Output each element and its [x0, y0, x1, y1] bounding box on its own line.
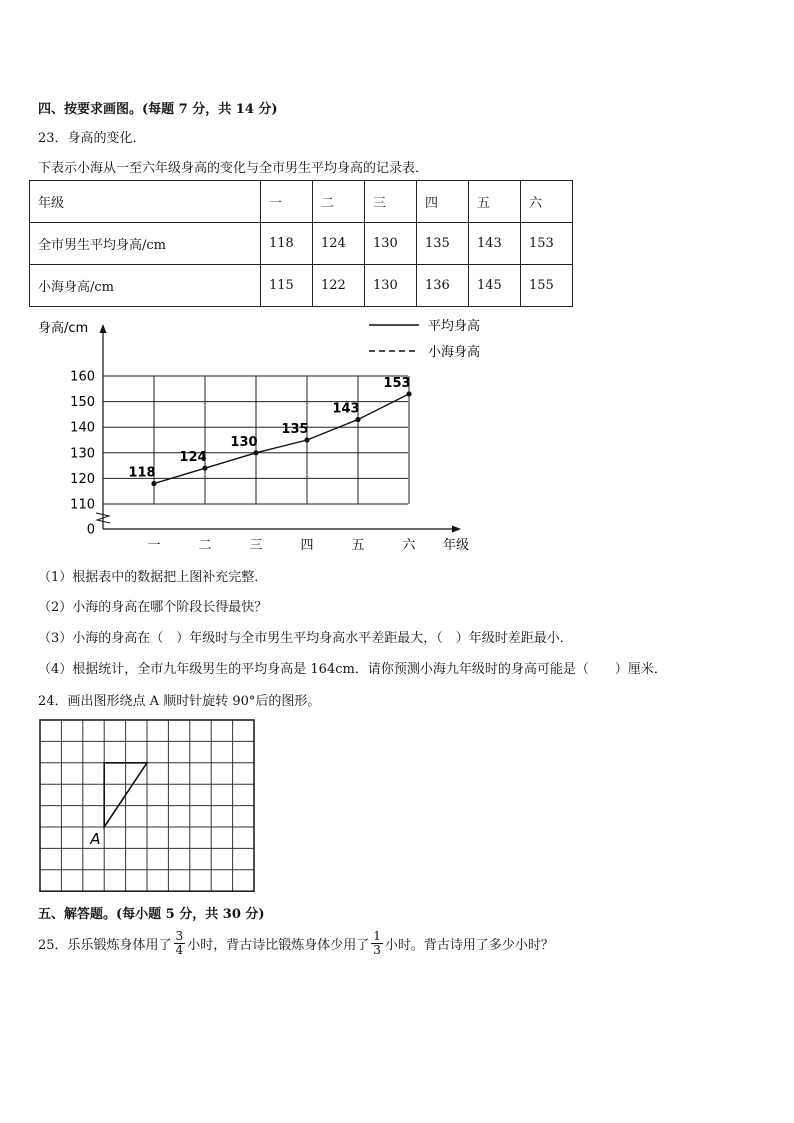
y-tick-label: 160	[70, 369, 95, 385]
y-tick-label: 140	[70, 420, 95, 436]
question-25	[38, 925, 554, 961]
question-25-text-1: 25．乐乐锻炼身体用了	[38, 937, 172, 953]
section-5-title: 五、解答题。(每小题 5 分，共 30 分)	[38, 907, 265, 922]
axis-break-mark	[96, 513, 110, 523]
section-4-title: 四、按要求画图。(每题 7 分，共 14 分)	[38, 102, 278, 117]
data-point	[151, 481, 156, 486]
table-cell: 115	[261, 265, 313, 307]
data-point	[253, 450, 258, 455]
table-cell: 130	[365, 265, 417, 307]
point-a-label: A	[90, 830, 101, 848]
legend-label: 平均身高	[428, 319, 481, 334]
x-tick-label: 二	[198, 538, 212, 553]
table-cell: 122	[313, 265, 365, 307]
question-23-title: 23．身高的变化．	[38, 131, 146, 146]
table-cell: 145	[469, 265, 521, 307]
fraction-numerator: 1	[373, 928, 381, 943]
table-cell: 全市男生平均身高/cm	[30, 223, 261, 265]
question-25-text-2: 小时，背古诗比锻炼身体少用了	[187, 937, 370, 953]
y-axis-arrow	[100, 324, 107, 333]
question-23-intro: 下表示小海从一至六年级身高的变化与全市男生平均身高的记录表．	[38, 161, 429, 176]
table-cell: 二	[313, 181, 365, 223]
fraction-denominator: 4	[175, 942, 184, 957]
table-cell: 130	[365, 223, 417, 265]
data-label: 153	[383, 375, 411, 391]
table-cell: 118	[261, 223, 313, 265]
question-23-sub-4: （4）根据统计，全市九年级男生的平均身高是 164cm．请你预测小海九年级时的身高可能是（ ）厘米．	[38, 662, 667, 677]
table-row	[30, 223, 573, 265]
table-cell: 年级	[30, 181, 261, 223]
table-cell: 143	[469, 223, 521, 265]
x-axis-arrow	[452, 526, 461, 533]
data-label: 118	[128, 465, 156, 481]
y-tick-label: 0	[86, 522, 95, 538]
y-tick-label: 150	[70, 395, 95, 411]
x-tick-label: 四	[300, 538, 314, 553]
table-cell: 一	[261, 181, 313, 223]
question-25-text-3: 小时。背古诗用了多少小时？	[384, 937, 554, 953]
question-24-title: 24．画出图形绕点 A 顺时针旋转 90°后的图形。	[38, 694, 321, 709]
table-cell: 四	[417, 181, 469, 223]
height-line-chart	[0, 310, 520, 560]
y-tick-label: 130	[70, 446, 95, 462]
data-point	[304, 437, 309, 442]
fraction-denominator: 3	[373, 942, 381, 957]
table-cell: 153	[521, 223, 573, 265]
table-cell: 小海身高/cm	[30, 265, 261, 307]
y-tick-label: 120	[70, 471, 95, 487]
data-point	[202, 466, 207, 471]
table-cell: 135	[417, 223, 469, 265]
height-record-table	[29, 180, 573, 307]
table-cell: 五	[469, 181, 521, 223]
fraction-three-quarters	[174, 930, 186, 957]
x-tick-label: 六	[402, 538, 416, 553]
y-axis-label: 身高/cm	[38, 321, 89, 336]
legend-label: 小海身高	[428, 345, 481, 360]
rotation-grid	[36, 716, 258, 896]
question-23-sub-1: （1）根据表中的数据把上图补充完整．	[38, 570, 268, 585]
fraction-numerator: 3	[175, 928, 184, 943]
table-row	[30, 265, 573, 307]
data-label: 124	[179, 450, 207, 466]
data-point	[355, 417, 360, 422]
table-header-row	[30, 181, 573, 223]
data-label: 135	[281, 422, 309, 437]
x-tick-label: 一	[147, 538, 161, 553]
table-cell: 124	[313, 223, 365, 265]
series-line	[154, 394, 409, 484]
table-cell: 136	[417, 265, 469, 307]
question-23-sub-3: （3）小海的身高在（ ）年级时与全市男生平均身高水平差距最大，（ ）年级时差距最小．	[38, 631, 573, 646]
data-label: 143	[332, 401, 360, 417]
question-23-sub-2: （2）小海的身高在哪个阶段长得最快？	[38, 600, 268, 615]
data-label: 130	[230, 434, 258, 450]
y-tick-label: 110	[70, 497, 95, 513]
x-tick-label: 五	[351, 538, 365, 553]
table-cell: 六	[521, 181, 573, 223]
data-point	[406, 391, 411, 396]
x-axis-label: 年级	[443, 538, 470, 553]
table-cell: 三	[365, 181, 417, 223]
x-tick-label: 三	[249, 538, 263, 553]
fraction-one-third	[371, 930, 383, 957]
table-cell: 155	[521, 265, 573, 307]
